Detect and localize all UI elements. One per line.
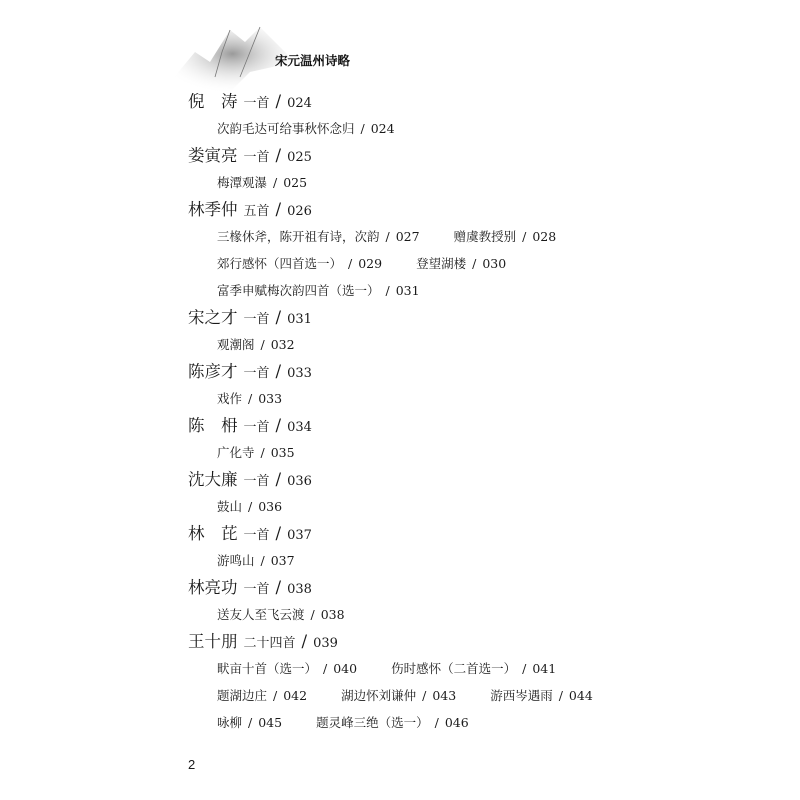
author-entry[interactable] [188,361,608,388]
poem-row [188,685,608,712]
poem-row [188,280,608,307]
separator: / [275,470,282,489]
poem-title: 富季申赋梅次韵四首（选一） [217,283,380,298]
separator: / [260,445,265,460]
separator: / [385,283,390,298]
separator: / [248,499,253,514]
page-ref: 038 [320,607,345,622]
page-ref: 033 [287,366,312,381]
poem-title: 广化寺 [217,445,255,460]
poem-count: 一首 [243,528,270,543]
separator: / [434,715,439,730]
page-ref: 024 [370,121,395,136]
separator: / [348,256,353,271]
page-ref: 036 [287,474,312,489]
page-ref: 042 [283,688,308,703]
poem-title: 赠虞教授别 [453,229,517,244]
poem-title: 湖边怀刘谦仲 [341,688,417,703]
separator: / [301,632,308,651]
poem-title: 次韵毛达可给事秋怀念归 [217,121,355,136]
author-entry[interactable] [188,199,608,226]
poem-title: 题湖边庄 [217,688,268,703]
separator: / [275,200,282,219]
poem-entry[interactable] [316,712,469,734]
separator: / [275,146,282,165]
page-number: 2 [188,757,196,772]
poem-title: 游鸣山 [217,553,255,568]
separator: / [385,229,390,244]
poem-count: 一首 [243,96,270,111]
poem-title: 登望湖楼 [416,256,467,271]
poem-row [188,253,608,280]
author-name: 沈大廉 [188,470,238,489]
poem-entry[interactable] [217,334,295,356]
poem-row [188,172,608,199]
poem-count: 二十四首 [243,636,296,651]
poem-title: 伤时感怀（二首选一） [391,661,517,676]
author-name: 倪 涛 [188,92,238,111]
poem-count: 一首 [243,312,270,327]
poem-entry[interactable] [217,172,307,194]
poem-entry[interactable] [416,253,506,275]
poem-entry[interactable] [341,685,456,707]
poem-count: 一首 [243,150,270,165]
poem-row [188,388,608,415]
poem-entry[interactable] [217,604,345,626]
poem-row [188,604,608,631]
author-entry[interactable] [188,577,608,604]
poem-row [188,550,608,577]
page-ref: 033 [258,391,283,406]
separator: / [275,362,282,381]
poem-row [188,442,608,469]
separator: / [522,229,527,244]
author-entry[interactable] [188,469,608,496]
page-ref: 034 [287,420,312,435]
author-name: 林亮功 [188,578,238,597]
poem-entry[interactable] [217,118,395,140]
page-ref: 032 [270,337,295,352]
poem-entry[interactable] [217,280,420,302]
poem-count: 五首 [243,204,270,219]
author-name: 林季仲 [188,200,238,219]
page-ref: 035 [270,445,295,460]
author-name: 宋之才 [188,308,238,327]
page-ref: 037 [270,553,295,568]
page-ref: 044 [568,688,593,703]
separator: / [275,416,282,435]
separator: / [248,391,253,406]
author-entry[interactable] [188,307,608,334]
page-ref: 031 [287,312,312,327]
separator: / [275,92,282,111]
page-ref: 030 [482,256,507,271]
poem-count: 一首 [243,582,270,597]
poem-entry[interactable] [217,712,282,734]
poem-title: 三椽休斧，陈开祖有诗，次韵 [217,229,380,244]
poem-entry[interactable] [217,253,382,275]
author-name: 娄寅亮 [188,146,238,165]
page-ref: 025 [287,150,312,165]
poem-row [188,496,608,523]
separator: / [248,715,253,730]
separator: / [273,688,278,703]
poem-title: 鼓山 [217,499,243,514]
poem-entry[interactable] [454,226,557,248]
page-ref: 039 [313,636,338,651]
poem-entry[interactable] [490,685,593,707]
poem-entry[interactable] [217,442,295,464]
separator: / [275,578,282,597]
poem-title: 郊行感怀（四首选一） [217,256,343,271]
poem-title: 梅潭观瀑 [217,175,268,190]
separator: / [558,688,563,703]
page-ref: 040 [333,661,358,676]
separator: / [472,256,477,271]
author-name: 林 芘 [188,524,238,543]
poem-title: 游西岑遇雨 [490,688,553,703]
poem-row [188,334,608,361]
poem-entry[interactable] [391,658,556,680]
separator: / [260,337,265,352]
page-ref: 043 [432,688,457,703]
poem-entry[interactable] [217,388,282,410]
separator: / [360,121,365,136]
page-ref: 028 [532,229,557,244]
author-entry[interactable] [188,415,608,442]
poem-count: 一首 [243,366,270,381]
poem-title: 畎亩十首（选一） [217,661,318,676]
poem-title: 戏作 [217,391,243,406]
poem-entry[interactable] [217,226,420,248]
poem-count: 一首 [243,474,270,489]
poem-entry[interactable] [217,550,295,572]
poem-entry[interactable] [217,496,282,518]
running-title: 宋元温州诗略 [275,53,351,68]
page-ref: 041 [532,661,557,676]
table-of-contents [188,91,608,739]
page-ref: 037 [287,528,312,543]
page-ref: 024 [287,96,312,111]
author-name: 陈 枏 [188,416,238,435]
poem-title: 送友人至飞云渡 [217,607,305,622]
separator: / [310,607,315,622]
poem-row [188,226,608,253]
poem-entry[interactable] [217,658,357,680]
separator: / [273,175,278,190]
separator: / [522,661,527,676]
author-entry[interactable] [188,91,608,118]
author-entry[interactable] [188,523,608,550]
author-entry[interactable] [188,631,608,658]
page-ref: 046 [444,715,469,730]
poem-entry[interactable] [217,685,307,707]
separator: / [422,688,427,703]
poem-row [188,658,608,685]
page-ref: 038 [287,582,312,597]
separator: / [275,524,282,543]
page-ref: 045 [258,715,283,730]
author-name: 王十朋 [188,632,238,651]
page-ref: 029 [358,256,383,271]
page-ref: 026 [287,204,312,219]
page-ref: 036 [258,499,283,514]
separator: / [323,661,328,676]
page-ref: 027 [395,229,420,244]
poem-title: 咏柳 [217,715,243,730]
author-entry[interactable] [188,145,608,172]
poem-row [188,118,608,145]
page-ref: 031 [395,283,420,298]
separator: / [275,308,282,327]
page-ref: 025 [283,175,308,190]
poem-title: 观潮阁 [217,337,255,352]
poem-title: 题灵峰三绝（选一） [316,715,429,730]
separator: / [260,553,265,568]
poem-row [188,712,608,739]
poem-count: 一首 [243,420,270,435]
author-name: 陈彦才 [188,362,238,381]
